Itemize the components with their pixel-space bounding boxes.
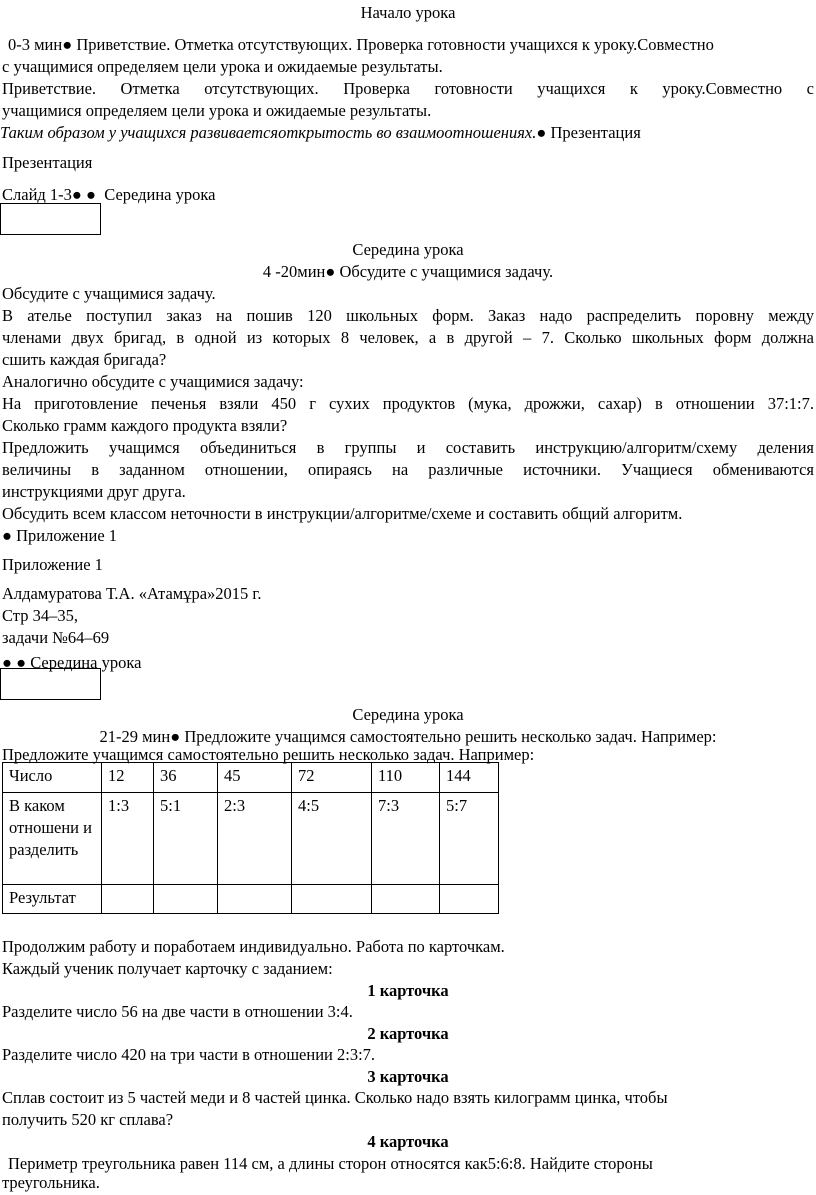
card4-title: 4 карточка (367, 1132, 449, 1151)
middle-inline-2: Середина урока (30, 653, 142, 672)
table-cell (440, 885, 499, 914)
ratio-table (2, 762, 499, 914)
table-cell: 144 (440, 763, 499, 793)
italic-note: Таким образом у учащихся развиваетсяоткрытость во взаимоотношениях. (0, 123, 537, 142)
section1-first-line (8, 34, 714, 56)
section2-title-line (0, 261, 816, 283)
presentation-inline: Презентация (550, 123, 641, 142)
table-cell (372, 885, 440, 914)
table-row (3, 793, 499, 885)
task1-line-3: сшить каждая бригада? (2, 350, 167, 369)
table-cell: В каком отношени и разделить (3, 793, 102, 885)
card1-text: Разделите число 56 на две части в отношении 3:4. (2, 1002, 353, 1021)
table-cell: 72 (292, 763, 372, 793)
table-cell: Число (3, 763, 102, 793)
card2-text: Разделите число 420 на три части в отношении 2:3:7. (2, 1045, 376, 1064)
table-cell: 7:3 (372, 793, 440, 885)
bullet-icon: ● (325, 262, 336, 281)
section1-italic-line (0, 122, 641, 144)
table-cell: 5:7 (440, 793, 499, 885)
bullet-icon: ● (86, 185, 96, 204)
table-cell (154, 885, 218, 914)
section1-duplicate-text: Приветствие. Отметка отсутствующих. Проверка готовности учащихся к уроку.Совместно (76, 35, 714, 54)
table-cell (218, 885, 292, 914)
task1-line-2: членами двух бригад, в одной из которых 8 человек, а в другой – 7. Сколько школьных форм должна (2, 328, 814, 347)
table-cell: Результат (3, 885, 102, 914)
task2-line-2: Сколько грамм каждого продукта взяли? (2, 416, 288, 435)
table-cell: 2:3 (218, 793, 292, 885)
time-label: 21-29 мин (99, 727, 171, 746)
section1-text-line-1: Приветствие. Отметка отсутствующих. Проверка готовности учащихся к уроку.Совместно с (2, 79, 814, 98)
section4-paragraph-2: Каждый ученик получает карточку с заданием: (2, 959, 333, 978)
group-task-line-1: Предложить учащимся объединиться в группы и составить инструкцию/алгоритм/схему деления (2, 438, 814, 457)
appendix-label: Приложение 1 (2, 555, 103, 574)
table-cell (102, 885, 154, 914)
table-cell: 5:1 (154, 793, 218, 885)
section1-text-line-2: учащимися определяем цели урока и ожидаемые результаты. (2, 101, 432, 120)
task1-line-1: В ателье поступил заказ на пошив 120 школьных форм. Заказ надо распределить поровну между (2, 306, 814, 325)
bullet-icon: ● (170, 727, 181, 746)
card1-title: 1 карточка (367, 981, 449, 1000)
section4-paragraph-1: Продолжим работу и поработаем индивидуально. Работа по карточкам. (2, 937, 505, 956)
appendix-inline-line (2, 525, 117, 547)
group-task-line-2: величины в заданном отношении, опираясь на различные источники. Учащиеся обмениваются (2, 460, 814, 479)
table-cell: 12 (102, 763, 154, 793)
bullet-icon: ● (2, 653, 12, 672)
appendix-inline: Приложение 1 (16, 526, 118, 545)
card4-text-line-1: Периметр треугольника равен 114 см, а длины сторон относятся как5:6:8. Найдите стороны (8, 1154, 653, 1173)
card3-text-line-2: получить 520 кг сплава? (2, 1110, 174, 1129)
reference-line-2: Стр 34–35, (2, 606, 78, 625)
slide-ref: Слайд 1-3 (2, 185, 72, 204)
reference-line-1: Алдамуратова Т.А. «Атамұра»2015 г. (2, 584, 262, 603)
bullet-icon: ● (16, 653, 27, 672)
empty-frame-2 (0, 668, 101, 700)
table-cell: 36 (154, 763, 218, 793)
bullet-icon: ● (62, 35, 73, 54)
section2-paragraph-2: Аналогично обсудите с учащимися задачу: (2, 372, 304, 391)
middle-inline-1: Середина урока (104, 185, 216, 204)
section2-paragraph-1: Обсудите с учащимися задачу. (2, 284, 216, 303)
table-cell: 45 (218, 763, 292, 793)
empty-frame-1 (0, 203, 101, 235)
bullet-icon: ● (536, 123, 547, 142)
section1-duplicate-text-2: с учащимися определяем цели урока и ожидаемые результаты. (2, 57, 443, 76)
table-cell: 1:3 (102, 793, 154, 885)
bullet-icon: ● (2, 526, 12, 545)
table-cell: 4:5 (292, 793, 372, 885)
section3-title: Предложите учащимся самостоятельно решить несколько задач. Например: (184, 727, 717, 746)
section2-title: Обсудите с учащимися задачу. (339, 262, 554, 281)
task2-line-1: На приготовление печенья взяли 450 г сухих продуктов (мука, дрожжи, сахар) в отношении 37:1:7. (2, 394, 814, 413)
group-task-line-3: инструкциями друг друга. (2, 482, 186, 501)
table-cell: 110 (372, 763, 440, 793)
presentation-label: Презентация (2, 153, 93, 172)
card2-title: 2 карточка (367, 1024, 449, 1043)
bullet-icon: ● (71, 185, 82, 204)
section2-paragraph-4: Обсудить всем классом неточности в инструкции/алгоритме/схеме и составить общий алгоритм. (2, 504, 683, 523)
table-cell (292, 885, 372, 914)
time-label: 0-3 мин (8, 35, 63, 54)
card4-text-line-2: треугольника. (2, 1173, 100, 1192)
heading-middle-2: Середина урока (352, 705, 464, 724)
card3-text-line-1: Сплав состоит из 5 частей меди и 8 частей цинка. Сколько надо взять килограмм цинка, чтобы (2, 1088, 668, 1107)
heading-lesson-start: Начало урока (360, 3, 456, 22)
time-label: 4 -20мин (262, 262, 326, 281)
section3-paragraph-1: Предложите учащимся самостоятельно решить несколько задач. Например: (2, 745, 535, 764)
card3-title: 3 карточка (367, 1067, 449, 1086)
heading-middle-1: Середина урока (352, 240, 464, 259)
reference-line-3: задачи №64–69 (2, 628, 110, 647)
table-row (3, 763, 499, 793)
table-row (3, 885, 499, 914)
